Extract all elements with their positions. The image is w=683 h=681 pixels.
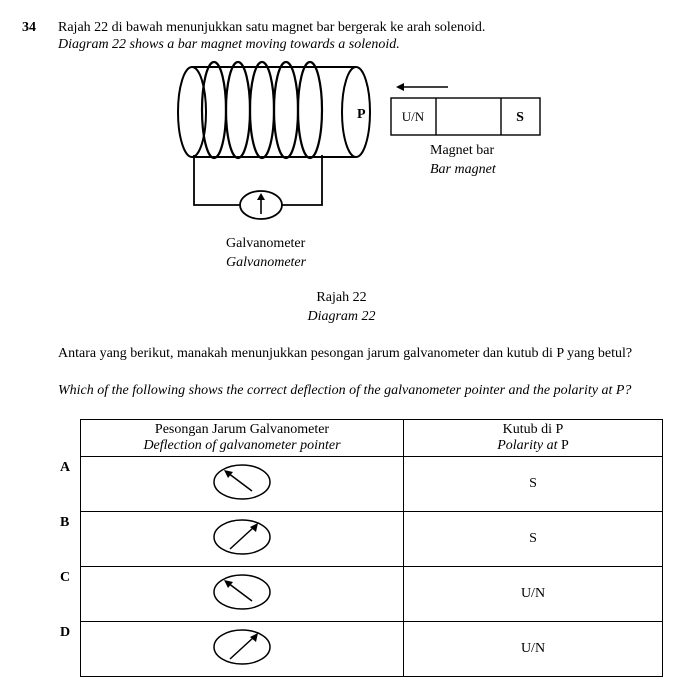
polarity-cell-c: U/N	[404, 567, 663, 622]
polarity-cell-d: U/N	[404, 622, 663, 677]
figure-label-english: Diagram 22	[307, 309, 376, 324]
header-deflection	[81, 420, 404, 457]
magnet-pole-left: U/N	[401, 109, 425, 124]
question-text-english: Diagram 22 shows a bar magnet moving towards a solenoid.	[58, 37, 400, 52]
answer-table	[80, 419, 663, 677]
magnet-caption-malay: Magnet bar	[430, 143, 495, 158]
pointer-cell-c	[81, 567, 404, 622]
prompt-malay: Antara yang berikut, manakah menunjukkan pesongan jarum galvanometer dan kutub di P yang betul?	[58, 346, 633, 361]
galvanometer-pointer-left-icon	[212, 462, 272, 502]
table-row-c[interactable]	[81, 567, 663, 622]
option-letter-b[interactable]: B	[60, 515, 70, 530]
prompt-english: Which of the following shows the correct deflection of the galvanometer pointer and the polarity at P?	[58, 383, 632, 398]
pointer-cell-d	[81, 622, 404, 677]
option-letter-a[interactable]: A	[60, 460, 71, 475]
question-text-malay: Rajah 22 di bawah menunjukkan satu magnet bar bergerak ke arah solenoid.	[58, 20, 486, 35]
question-number: 34	[22, 20, 36, 35]
table-row-d[interactable]	[81, 622, 663, 677]
galvanometer-pointer-right-icon	[212, 627, 272, 667]
header-deflection-malay: Pesongan Jarum Galvanometer	[154, 422, 330, 437]
galvanometer-pointer-left-icon	[212, 572, 272, 612]
polarity-cell-b: S	[404, 512, 663, 567]
figure-label-malay: Rajah 22	[316, 290, 367, 305]
motion-arrow-icon	[396, 83, 448, 91]
table-row-a[interactable]	[81, 457, 663, 512]
header-polarity-english: Polarity at P	[497, 438, 569, 453]
pointer-cell-a	[81, 457, 404, 512]
magnet-caption-english: Bar magnet	[430, 162, 496, 177]
header-polarity-english-label: Polarity at	[497, 438, 558, 453]
galvanometer-icon	[240, 191, 282, 219]
polarity-cell-a: S	[404, 457, 663, 512]
header-deflection-english: Deflection of galvanometer pointer	[143, 438, 341, 453]
solenoid-diagram	[0, 0, 683, 340]
table-row-b[interactable]	[81, 512, 663, 567]
coil-windings	[202, 62, 322, 158]
galvanometer-caption-malay: Galvanometer	[226, 236, 306, 251]
galvanometer-pointer-right-icon	[212, 517, 272, 557]
magnet-pole-right: S	[516, 110, 524, 125]
pointer-cell-b	[81, 512, 404, 567]
galvanometer-caption-english: Galvanometer	[226, 255, 307, 270]
label-p: P	[357, 107, 366, 122]
table-header	[81, 420, 663, 457]
option-letter-d[interactable]: D	[60, 625, 71, 640]
option-letter-c[interactable]: C	[60, 570, 71, 585]
header-polarity-malay: Kutub di P	[502, 422, 564, 437]
header-polarity	[404, 420, 663, 457]
